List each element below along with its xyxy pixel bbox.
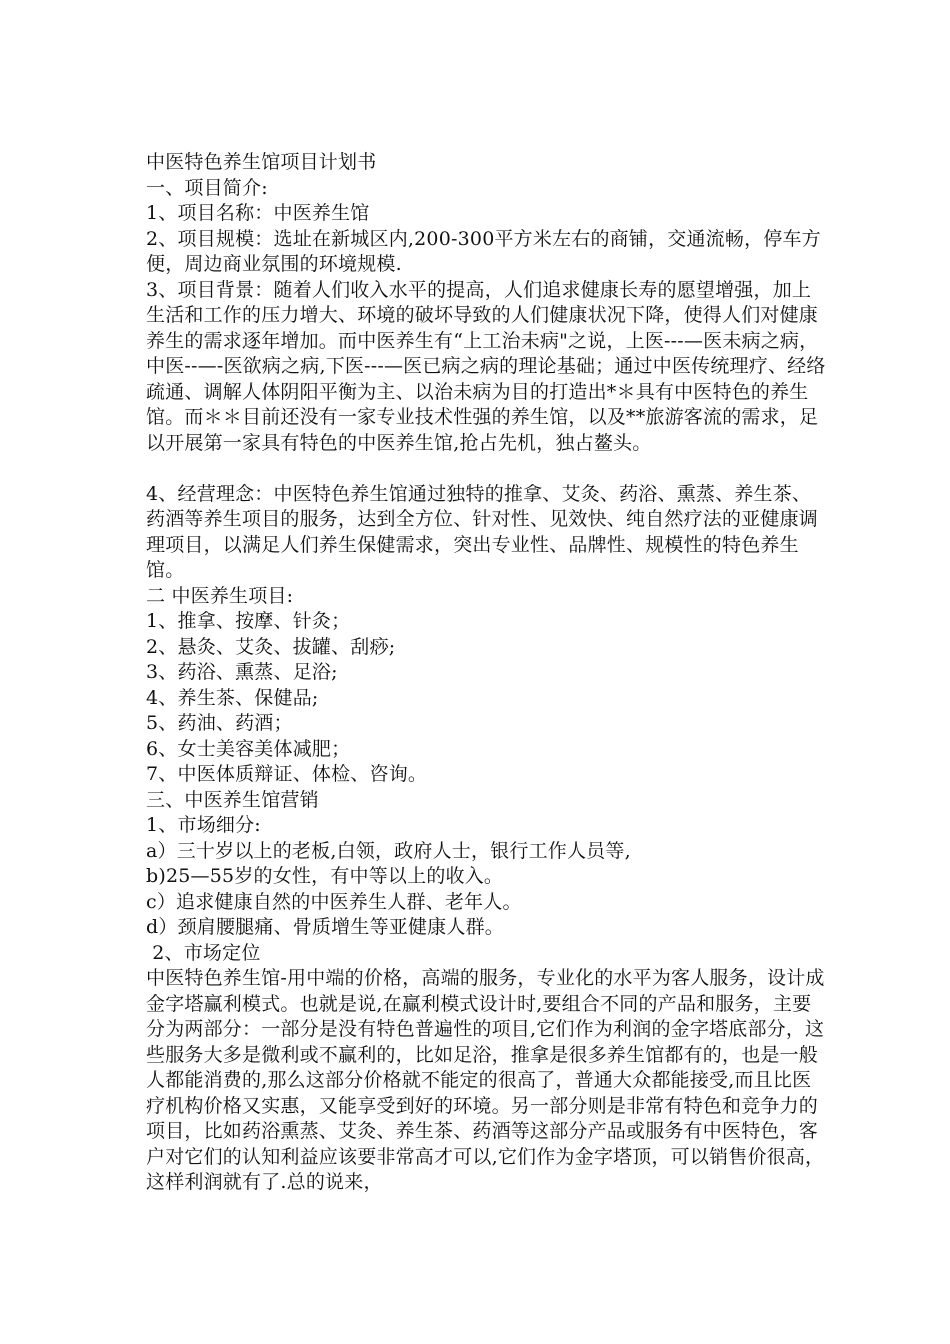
business-philosophy: 4、经营理念：中医特色养生馆通过独特的推拿、艾灸、药浴、熏蒸、养生茶、药酒等养生项目的服务，达到全方位、针对性、见效快、纯自然疗法的亚健康调理项目，以满足人们养生保健需求，突出专业性、品牌性、规模性的特色养生馆。 [146, 482, 819, 581]
list-item: 2、悬灸、艾灸、拔罐、刮痧; [146, 635, 396, 658]
list-item: 5、药油、药酒； [146, 712, 293, 734]
section-heading-projects: 二 中医养生项目: [146, 584, 294, 607]
project-name: 1、项目名称：中医养生馆 [146, 202, 370, 224]
project-scale: 2、项目规模：选址在新城区内,200-300平方米左右的商铺，交通流畅，停车方便，周边商业氛围的环境规模. [146, 227, 821, 275]
market-positioning-heading: 2、市场定位 [146, 941, 261, 964]
list-item: 3、药浴、熏蒸、足浴; [146, 661, 338, 683]
section-heading-intro: 一、项目简介: [146, 176, 268, 199]
section-heading-marketing: 三、中医养生馆营销 [146, 788, 319, 811]
list-item: 4、养生茶、保健品; [146, 686, 319, 709]
list-item: a）三十岁以上的老板,白领，政府人士，银行工作人员等, [146, 839, 631, 862]
list-item: b)25—55岁的女性，有中等以上的收入。 [146, 865, 504, 887]
market-positioning-text: 中医特色养生馆-用中端的价格，高端的服务，专业化的水平为客人服务，设计成金字塔赢利模式。也就是说,在赢利模式设计时,要组合不同的产品和服务，主要分为两部分：一部分是没有特色普遍性的项目,它们作为利润的金字塔底部分，这些服务大多是微利或不赢利的，比如足浴，推拿是很多养生馆都有的，也是一般人都能消费的,那么这部分价格就不能定的很高了，普通大众都能接受,而且比医疗机构价格又实惠，又能享受到好的环境。另一部分则是非常有特色和竞争力的项目，比如药浴熏蒸、艾灸、养生茶、药酒等这部分产品或服务有中医特色，客户对它们的认知利益应该要非常高才可以,它们作为金字塔顶，可以销售价很高，这样利润就有了.总的说来， [146, 967, 825, 1193]
document-title: 中医特色养生馆项目计划书 [146, 151, 377, 173]
list-item: 6、女士美容美体减肥； [146, 737, 351, 760]
project-background: 3、项目背景：随着人们收入水平的提高，人们追求健康长寿的愿望增强，加上生活和工作的压力增大、环境的破坏导致的人们健康状况下降，使得人们对健康养生的需求逐年增加。而中医养生有“上工治未病"之说，上医---—医未病之病，中医--—-医欲病之病,下医---—医已病之病的理论基础；通过中医传统理疗、经络疏通、调解人体阴阳平衡为主、以治未病为目的打造出*＊具有中医特色的养生馆。而＊＊目前还没有一家专业技术性强的养生馆，以及**旅游客流的需求，足以开展第一家具有特色的中医养生馆,抢占先机，独占鳌头。 [146, 278, 826, 454]
list-item: d）颈肩腰腿痛、骨质增生等亚健康人群。 [146, 916, 504, 938]
list-item: 1、推拿、按摩、针灸； [146, 610, 351, 632]
list-item: 7、中医体质辩证、体检、咨询。 [146, 763, 428, 785]
blank-line [146, 456, 826, 482]
list-item: c）追求健康自然的中医养生人群、老年人。 [146, 890, 522, 913]
market-segmentation-heading: 1、市场细分: [146, 814, 261, 836]
document-body [146, 150, 826, 1196]
